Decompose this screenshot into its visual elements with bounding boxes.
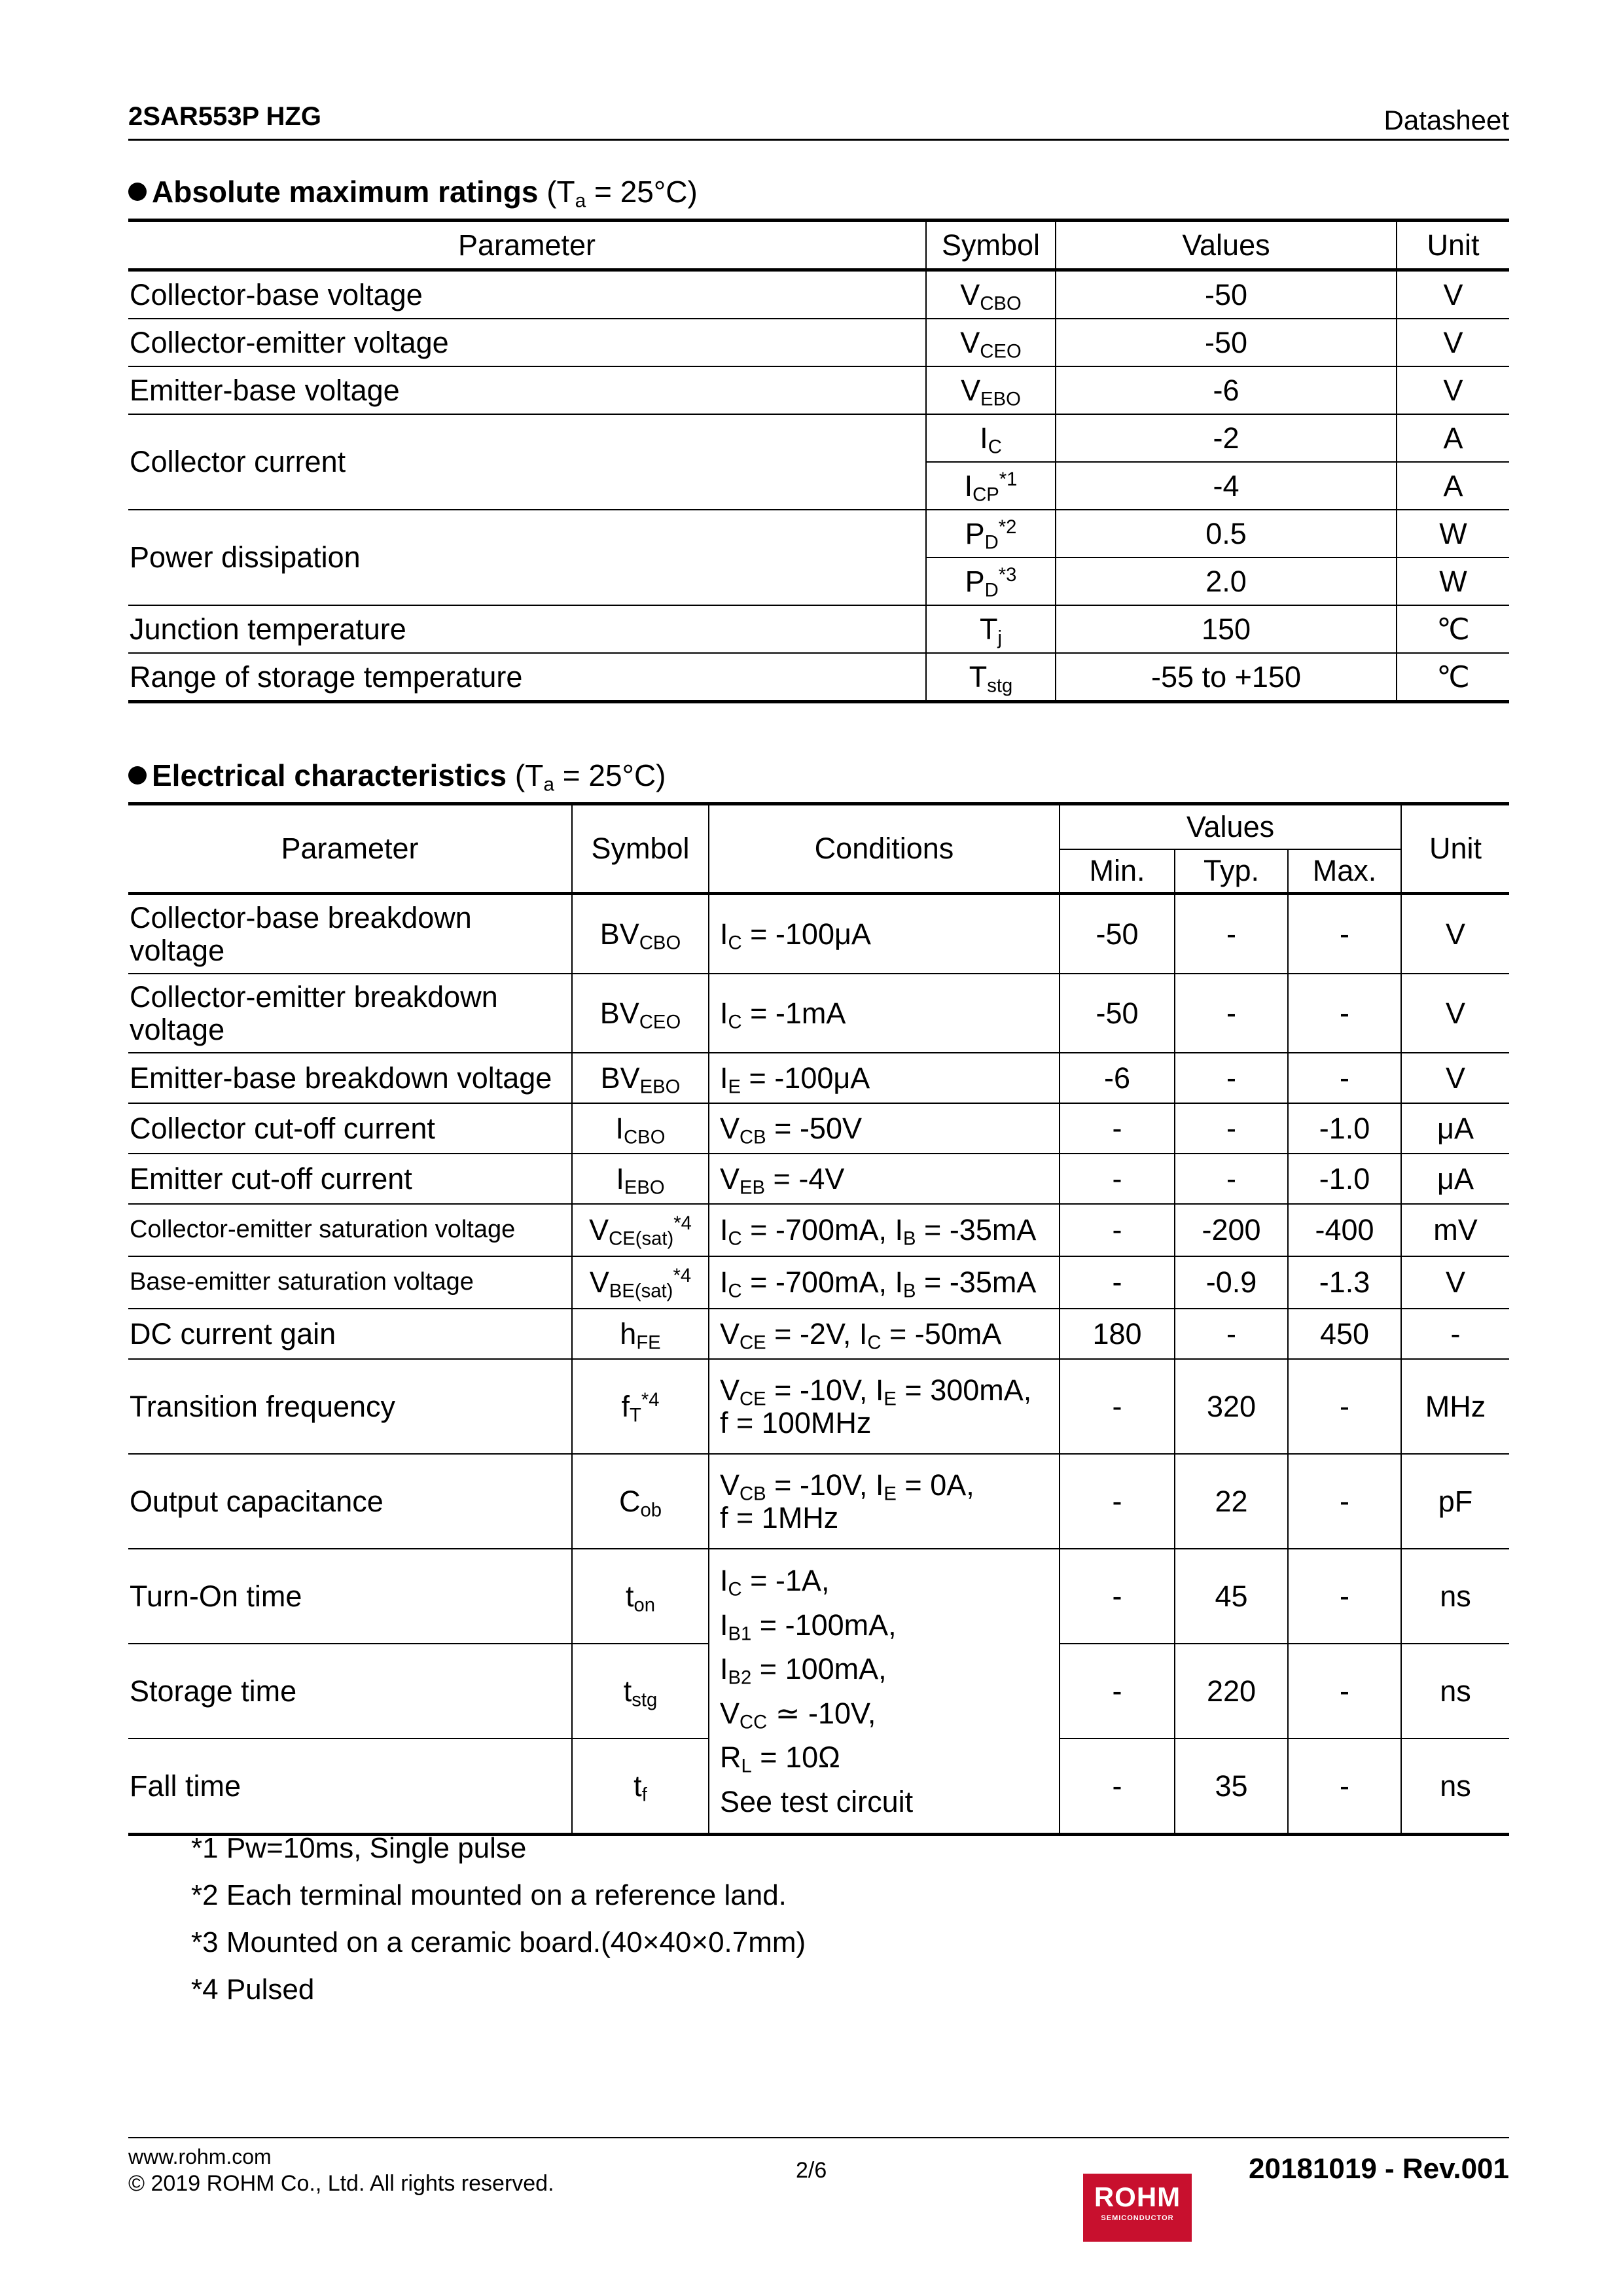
param-cell: Emitter-base voltage — [128, 366, 926, 414]
condition-cell: $V_{CE} = -10V$, $I_E = 300mA$, f = 100MHz — [709, 1359, 1060, 1454]
amr-condition: $(T_a = 25^\circ C)$ — [546, 175, 698, 212]
table-row — [128, 1359, 1509, 1454]
table-row — [128, 974, 1509, 1053]
table-row — [128, 1309, 1509, 1359]
symbol-cell: $I_{CBO}$ — [572, 1103, 709, 1154]
param-cell: Turn-On time — [128, 1549, 572, 1644]
param-cell: Fall time — [128, 1739, 572, 1835]
table-row — [128, 1204, 1509, 1256]
typ-cell: 35 — [1175, 1739, 1288, 1835]
ec-condition: $(T_a = 25^\circ C)$ — [514, 758, 666, 796]
min-cell: -6 — [1060, 1053, 1175, 1103]
unit-cell: V — [1397, 319, 1509, 366]
typ-cell: - — [1175, 1053, 1288, 1103]
condition-cell: $V_{CB} = -10V$, $I_E = 0A$, f = 1MHz — [709, 1454, 1060, 1549]
unit-cell: V — [1401, 974, 1509, 1053]
max-cell: - — [1288, 1644, 1401, 1739]
condition-cell: $V_{CB} = -50V$ — [709, 1103, 1060, 1154]
min-cell: - — [1060, 1103, 1175, 1154]
condition-cell: $I_C = -700mA$, $I_B = -35mA$ — [709, 1256, 1060, 1309]
table-row — [128, 1103, 1509, 1154]
unit-cell: A — [1397, 414, 1509, 462]
amr-col-values: Values — [1056, 221, 1397, 270]
ec-heading — [128, 758, 666, 796]
param-cell: Power dissipation — [128, 510, 926, 605]
unit-cell: A — [1397, 462, 1509, 510]
param-cell: Output capacitance — [128, 1454, 572, 1549]
symbol-cell: $h_{FE}$ — [572, 1309, 709, 1359]
table-row — [128, 319, 1509, 366]
max-cell: - — [1288, 974, 1401, 1053]
ec-col-typ: Typ. — [1175, 849, 1288, 894]
unit-cell: W — [1397, 557, 1509, 605]
ec-col-symbol: Symbol — [572, 804, 709, 894]
ec-table — [128, 802, 1509, 1836]
param-cell: Storage time — [128, 1644, 572, 1739]
symbol-cell: $BV_{CEO}$ — [572, 974, 709, 1053]
symbol-cell: $I_{EBO}$ — [572, 1154, 709, 1204]
note-1: *1 Pw=10ms, Single pulse — [191, 1832, 527, 1864]
symbol-cell: $BV_{EBO}$ — [572, 1053, 709, 1103]
amr-table — [128, 219, 1509, 703]
max-cell: -1.0 — [1288, 1154, 1401, 1204]
ec-col-max: Max. — [1288, 849, 1401, 894]
param-cell: Transition frequency — [128, 1359, 572, 1454]
value-cell: -50 — [1056, 270, 1397, 319]
ec-col-min: Min. — [1060, 849, 1175, 894]
table-row — [128, 1154, 1509, 1204]
condition-cell: $I_C = -700mA$, $I_B = -35mA$ — [709, 1204, 1060, 1256]
symbol-cell: $P_D^{*2}$ — [926, 510, 1056, 557]
ec-heading-text: Electrical characteristics — [152, 758, 507, 792]
ec-col-parameter: Parameter — [281, 832, 419, 866]
value-cell: -50 — [1056, 319, 1397, 366]
condition-cell: $I_C = -100\mu A$ — [709, 894, 1060, 974]
logo-text: ROHM — [1094, 2181, 1181, 2212]
param-cell: Collector-emitter breakdown voltage — [128, 974, 572, 1053]
table-row — [128, 1053, 1509, 1103]
symbol-cell: $f_T^{*4}$ — [572, 1359, 709, 1454]
table-row — [128, 1549, 1509, 1644]
param-cell: Emitter-base breakdown voltage — [128, 1053, 572, 1103]
value-cell: -4 — [1056, 462, 1397, 510]
ec-col-conditions: Conditions — [709, 804, 1060, 894]
table-row — [128, 366, 1509, 414]
condition-cell: $V_{CE} = -2V$, $I_C = -50mA$ — [709, 1309, 1060, 1359]
page-number: 2/6 — [796, 2158, 827, 2183]
unit-cell: pF — [1401, 1454, 1509, 1549]
min-cell: - — [1060, 1256, 1175, 1309]
typ-cell: -200 — [1175, 1204, 1288, 1256]
param-cell: Collector-emitter voltage — [128, 319, 926, 366]
bullet-icon — [128, 766, 147, 785]
logo-subtext: SEMICONDUCTOR — [1101, 2214, 1174, 2222]
amr-heading-text: Absolute maximum ratings — [152, 175, 539, 209]
condition-cell: $I_C = -1mA$ — [709, 974, 1060, 1053]
revision: 20181019 - Rev.001 — [1249, 2153, 1509, 2185]
unit-cell: ns — [1401, 1644, 1509, 1739]
typ-cell: 22 — [1175, 1454, 1288, 1549]
table-row — [128, 605, 1509, 653]
unit-cell: - — [1401, 1309, 1509, 1359]
typ-cell: - — [1175, 1103, 1288, 1154]
max-cell: - — [1288, 1739, 1401, 1835]
value-cell: -2 — [1056, 414, 1397, 462]
table-row — [128, 270, 1509, 319]
typ-cell: 45 — [1175, 1549, 1288, 1644]
unit-cell: μA — [1401, 1154, 1509, 1204]
table-row — [128, 414, 1509, 462]
ec-col-values: Values — [1060, 804, 1401, 850]
unit-cell: ns — [1401, 1549, 1509, 1644]
unit-cell: V — [1401, 894, 1509, 974]
max-cell: -400 — [1288, 1204, 1401, 1256]
value-cell: 0.5 — [1056, 510, 1397, 557]
symbol-cell: $T_{stg}$ — [926, 653, 1056, 702]
doc-title: 2SAR553P HZG — [128, 102, 321, 131]
value-cell: -55 to +150 — [1056, 653, 1397, 702]
max-cell: 450 — [1288, 1309, 1401, 1359]
unit-cell: mV — [1401, 1204, 1509, 1256]
value-cell: 2.0 — [1056, 557, 1397, 605]
unit-cell: W — [1397, 510, 1509, 557]
param-cell: Collector cut-off current — [128, 1103, 572, 1154]
condition-cell: $I_E = -100\mu A$ — [709, 1053, 1060, 1103]
footer-rule — [128, 2137, 1509, 2138]
param-cell: Emitter cut-off current — [128, 1154, 572, 1204]
min-cell: - — [1060, 1644, 1175, 1739]
rohm-logo — [1083, 2174, 1192, 2242]
amr-col-parameter: Parameter — [128, 221, 926, 270]
typ-cell: -0.9 — [1175, 1256, 1288, 1309]
amr-col-unit: Unit — [1397, 221, 1509, 270]
note-2: *2 Each terminal mounted on a reference land. — [191, 1879, 787, 1911]
param-cell: Collector-emitter saturation voltage — [128, 1204, 572, 1256]
value-cell: -6 — [1056, 366, 1397, 414]
amr-col-symbol: Symbol — [926, 221, 1056, 270]
max-cell: - — [1288, 1549, 1401, 1644]
symbol-cell: $V_{CBO}$ — [926, 270, 1056, 319]
symbol-cell: $V_{EBO}$ — [926, 366, 1056, 414]
ec-col-unit: Unit — [1401, 804, 1509, 894]
footer-copyright: © 2019 ROHM Co., Ltd. All rights reserved. — [128, 2171, 554, 2196]
max-cell: -1.0 — [1288, 1103, 1401, 1154]
doc-type: Datasheet — [1383, 105, 1509, 135]
min-cell: - — [1060, 1154, 1175, 1204]
param-cell: Collector current — [128, 414, 926, 510]
note-4: *4 Pulsed — [191, 1973, 315, 2005]
typ-cell: - — [1175, 894, 1288, 974]
symbol-cell: $I_C$ — [926, 414, 1056, 462]
param-cell: Collector-base breakdown voltage — [128, 894, 572, 974]
value-cell: 150 — [1056, 605, 1397, 653]
max-cell: - — [1288, 1053, 1401, 1103]
symbol-cell: $C_{ob}$ — [572, 1454, 709, 1549]
table-row — [128, 653, 1509, 702]
symbol-cell: $t_f$ — [572, 1739, 709, 1835]
min-cell: -50 — [1060, 894, 1175, 974]
param-cell: DC current gain — [128, 1309, 572, 1359]
typ-cell: 320 — [1175, 1359, 1288, 1454]
min-cell: 180 — [1060, 1309, 1175, 1359]
typ-cell: - — [1175, 1309, 1288, 1359]
max-cell: - — [1288, 894, 1401, 974]
min-cell: - — [1060, 1359, 1175, 1454]
symbol-cell: $V_{CE(sat)}^{*4}$ — [572, 1204, 709, 1256]
max-cell: - — [1288, 1359, 1401, 1454]
typ-cell: - — [1175, 1154, 1288, 1204]
symbol-cell: $t_{stg}$ — [572, 1644, 709, 1739]
symbol-cell: $t_{on}$ — [572, 1549, 709, 1644]
unit-cell: V — [1397, 366, 1509, 414]
typ-cell: - — [1175, 974, 1288, 1053]
table-row — [128, 1256, 1509, 1309]
unit-cell: ℃ — [1397, 605, 1509, 653]
min-cell: - — [1060, 1739, 1175, 1835]
amr-heading — [128, 174, 698, 212]
unit-cell: V — [1401, 1256, 1509, 1309]
unit-cell: ns — [1401, 1739, 1509, 1835]
param-cell: Junction temperature — [128, 605, 926, 653]
unit-cell: MHz — [1401, 1359, 1509, 1454]
min-cell: - — [1060, 1549, 1175, 1644]
table-row — [128, 1454, 1509, 1549]
condition-cell: $V_{EB} = -4V$ — [709, 1154, 1060, 1204]
table-row — [128, 510, 1509, 557]
note-3: *3 Mounted on a ceramic board.(40×40×0.7mm) — [191, 1926, 806, 1958]
unit-cell: μA — [1401, 1103, 1509, 1154]
unit-cell: V — [1401, 1053, 1509, 1103]
max-cell: - — [1288, 1454, 1401, 1549]
table-row — [128, 894, 1509, 974]
bullet-icon — [128, 183, 147, 201]
typ-cell: 220 — [1175, 1644, 1288, 1739]
symbol-cell: $BV_{CBO}$ — [572, 894, 709, 974]
unit-cell: ℃ — [1397, 653, 1509, 702]
symbol-cell: $V_{BE(sat)}^{*4}$ — [572, 1256, 709, 1309]
min-cell: -50 — [1060, 974, 1175, 1053]
unit-cell: V — [1397, 270, 1509, 319]
min-cell: - — [1060, 1454, 1175, 1549]
param-cell: Range of storage temperature — [128, 653, 926, 702]
min-cell: - — [1060, 1204, 1175, 1256]
footer-url[interactable]: www.rohm.com — [128, 2145, 272, 2168]
symbol-cell: $V_{CEO}$ — [926, 319, 1056, 366]
max-cell: -1.3 — [1288, 1256, 1401, 1309]
symbol-cell: $I_{CP}^{*1}$ — [926, 462, 1056, 510]
param-cell: Collector-base voltage — [128, 270, 926, 319]
param-cell: Base-emitter saturation voltage — [128, 1256, 572, 1309]
header-rule — [128, 139, 1509, 141]
symbol-cell: $T_j$ — [926, 605, 1056, 653]
symbol-cell: $P_D^{*3}$ — [926, 557, 1056, 605]
switching-condition-cell: $I_C = -1A$, $I_{B1} = -100mA$, $I_{B2} = 100mA$, $V_{CC}$ ≃ -10V, $R_L = 10\Omega$ See test circuit — [709, 1549, 1060, 1835]
